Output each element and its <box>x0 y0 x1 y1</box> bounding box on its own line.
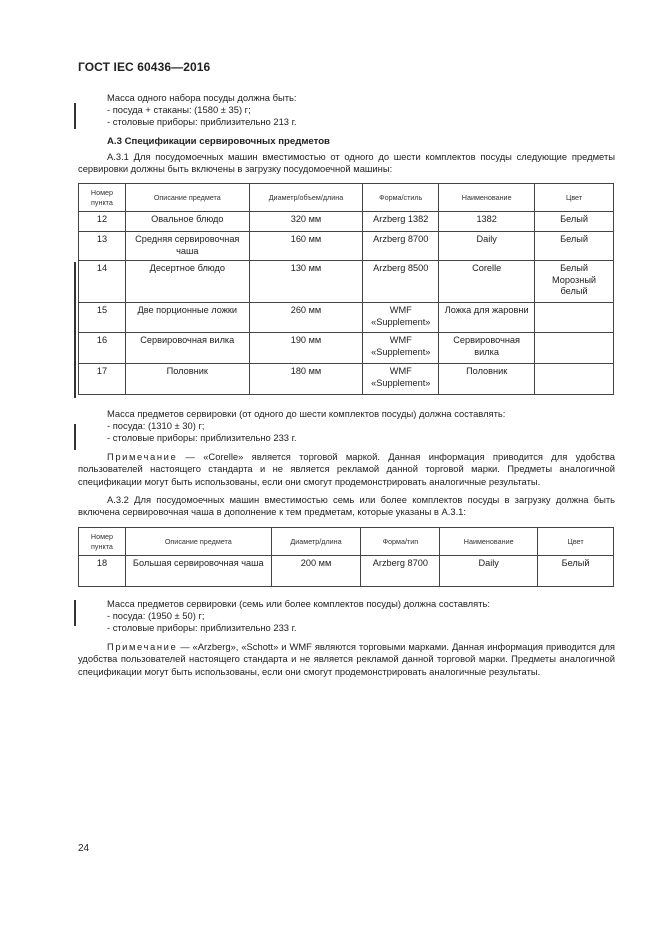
intro-line-3: - столовые приборы: приблизительно 213 г. <box>107 116 297 127</box>
cell <box>535 333 614 364</box>
cell: Ложка для жаровни <box>439 303 535 333</box>
col-header: Наименование <box>440 528 538 556</box>
cell: WMF «Supplement» <box>363 364 439 395</box>
mass1-line-2: - посуда: (1310 ± 30) г; <box>107 420 205 431</box>
cell: WMF «Supplement» <box>363 333 439 364</box>
a32-paragraph: А.3.2 Для посудомоечных машин вместимостью семь или более комплектов посуды в загрузку должна быть включена сервировочная чаша в дополнение к тем предметам, которые указаны в А.3.1: <box>78 494 615 518</box>
col-header: Диаметр/длина <box>271 528 361 556</box>
cell: Средняя сервировочная чаша <box>125 232 249 261</box>
mass1-line-3: - столовые приборы: приблизительно 233 г. <box>107 432 297 443</box>
intro-line-2: - посуда + стаканы: (1580 ± 35) г; <box>107 104 251 115</box>
cell: Arzberg 8700 <box>361 556 440 587</box>
table-row <box>79 556 614 587</box>
col-header: Описание предмета <box>125 528 271 556</box>
col-header: Форма/тип <box>361 528 440 556</box>
cell: Daily <box>439 232 535 261</box>
cell: 17 <box>79 364 126 395</box>
cell: Сервировочная вилка <box>439 333 535 364</box>
cell: 320 мм <box>249 212 363 232</box>
table-row <box>79 212 614 232</box>
page-number: 24 <box>78 843 90 854</box>
table-row <box>79 364 614 395</box>
cell: Половник <box>439 364 535 395</box>
cell: Десертное блюдо <box>125 261 249 303</box>
cell: Corelle <box>439 261 535 303</box>
section-title: А.3 Спецификации сервировочных предметов <box>107 136 330 147</box>
col-header: Цвет <box>538 528 614 556</box>
col-header: Номер пункта <box>79 528 126 556</box>
cell: Большая сервировочная чаша <box>125 556 271 587</box>
col-header: Диаметр/объем/длина <box>249 184 363 212</box>
cell: Половник <box>125 364 249 395</box>
cell: Две порционные ложки <box>125 303 249 333</box>
cell: 160 мм <box>249 232 363 261</box>
mass2-line-3: - столовые приборы: приблизительно 233 г. <box>107 622 297 633</box>
cell: 190 мм <box>249 333 363 364</box>
change-bar <box>74 600 76 626</box>
cell <box>535 303 614 333</box>
cell: 12 <box>79 212 126 232</box>
table-header-row <box>79 184 614 212</box>
note-text: — «Corelle» является торговой маркой. Данная информация приводится для удобства пользователей настоящего стандарта и не является рекламой данной торговой марки. Предметы аналогичной спецификации могут быть использованы, если они смогут продемонстрировать аналогичные результаты. <box>78 451 615 487</box>
cell: Белый Морозный белый <box>535 261 614 303</box>
cell: 14 <box>79 261 126 303</box>
change-bar <box>74 103 76 129</box>
table-row <box>79 232 614 261</box>
table-row <box>79 261 614 303</box>
table-row <box>79 303 614 333</box>
change-bar <box>74 262 76 398</box>
cell: 13 <box>79 232 126 261</box>
note-2 <box>78 641 615 678</box>
a31-paragraph: А.3.1 Для посудомоечных машин вместимостью от одного до шести комплектов посуды следующие предметы сервировки должны быть включены в загрузку посудомоечной машины: <box>78 151 615 175</box>
cell: Белый <box>535 212 614 232</box>
note-text: — «Arzberg», «Schott» и WMF являются торговыми марками. Данная информация приводится для удобства пользователей настоящего стандарта и не является рекламой данной торговой марки. Предметы аналогичной спецификации могут быть использованы, если они смогут продемонстрировать аналогичные результаты. <box>78 641 615 677</box>
cell: Daily <box>440 556 538 587</box>
cell: Белый <box>538 556 614 587</box>
cell: Сервировочная вилка <box>125 333 249 364</box>
note-1 <box>78 451 615 488</box>
standard-header: ГОСТ IEC 60436—2016 <box>78 60 211 74</box>
cell: Овальное блюдо <box>125 212 249 232</box>
cell: WMF «Supplement» <box>363 303 439 333</box>
col-header: Описание предмета <box>125 184 249 212</box>
cell: 130 мм <box>249 261 363 303</box>
table-row <box>79 333 614 364</box>
cell: Arzberg 1382 <box>363 212 439 232</box>
col-header: Наименование <box>439 184 535 212</box>
cell: 200 мм <box>271 556 361 587</box>
col-header: Форма/стиль <box>363 184 439 212</box>
cell: 18 <box>79 556 126 587</box>
mass1-line-1: Масса предметов сервировки (от одного до шести комплектов посуды) должна составлять: <box>107 408 506 419</box>
note-label: Примечание <box>107 641 178 652</box>
cell: 16 <box>79 333 126 364</box>
table-header-row <box>79 528 614 556</box>
note-label: Примечание <box>107 451 178 462</box>
intro-line-1: Масса одного набора посуды должна быть: <box>107 92 297 103</box>
mass2-line-1: Масса предметов сервировки (семь или более комплектов посуды) должна составлять: <box>107 598 491 609</box>
change-bar <box>74 424 76 450</box>
cell: 180 мм <box>249 364 363 395</box>
serving-items-table <box>78 183 614 395</box>
cell: 1382 <box>439 212 535 232</box>
cell: Arzberg 8700 <box>363 232 439 261</box>
col-header: Номер пункта <box>79 184 126 212</box>
cell: 260 мм <box>249 303 363 333</box>
cell: Белый <box>535 232 614 261</box>
cell: Arzberg 8500 <box>363 261 439 303</box>
mass2-line-2: - посуда: (1950 ± 50) г; <box>107 610 205 621</box>
cell: 15 <box>79 303 126 333</box>
additional-items-table <box>78 527 614 587</box>
col-header: Цвет <box>535 184 614 212</box>
cell <box>535 364 614 395</box>
